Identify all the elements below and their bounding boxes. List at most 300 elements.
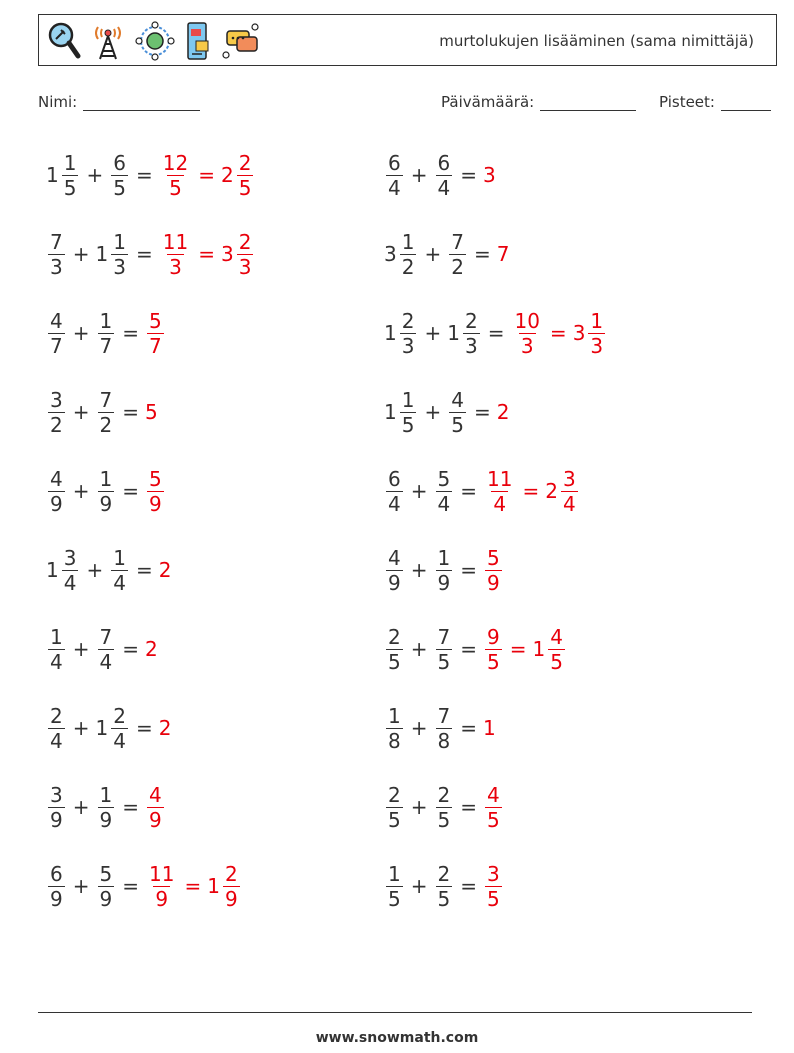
whole-number: 5 xyxy=(145,400,158,424)
answer xyxy=(483,782,504,832)
fraction xyxy=(485,466,514,516)
numerator: 3 xyxy=(50,387,63,412)
fraction xyxy=(111,545,128,595)
plus-sign: + xyxy=(72,479,90,503)
whole-number: 1 xyxy=(447,321,460,345)
equals-sign: = xyxy=(460,795,477,819)
numerator: 1 xyxy=(99,308,113,333)
equals-sign: = xyxy=(473,400,491,424)
numerator: 6 xyxy=(388,466,401,491)
numerator: 12 xyxy=(162,150,189,175)
denominator: 9 xyxy=(99,886,113,911)
numerator: 11 xyxy=(162,229,189,254)
answer xyxy=(483,545,504,595)
header-icons xyxy=(47,21,261,61)
numerator: 5 xyxy=(99,861,113,886)
score-field xyxy=(659,93,771,111)
fraction xyxy=(98,387,115,437)
phone-document-icon xyxy=(184,21,212,61)
denominator: 9 xyxy=(487,570,500,595)
numerator: 5 xyxy=(487,545,500,570)
numerator: 7 xyxy=(99,624,113,649)
numerator: 4 xyxy=(50,308,63,333)
problem-item xyxy=(384,224,510,284)
fraction xyxy=(485,782,502,832)
denominator: 2 xyxy=(401,254,415,279)
answer xyxy=(159,716,173,740)
plus-sign: + xyxy=(72,321,90,345)
fraction xyxy=(111,229,128,279)
fraction xyxy=(400,229,417,279)
fraction xyxy=(48,466,65,516)
date-label: Päivämäärä: xyxy=(441,93,535,111)
equals-sign: = xyxy=(122,479,139,503)
worksheet-title: murtolukujen lisääminen (sama nimittäjä) xyxy=(439,32,754,50)
answer xyxy=(145,466,166,516)
denominator: 3 xyxy=(50,254,63,279)
score-label: Pisteet: xyxy=(659,93,715,111)
fraction xyxy=(98,624,115,674)
denominator: 9 xyxy=(99,491,113,516)
answer xyxy=(145,400,159,424)
fraction xyxy=(386,150,403,200)
denominator: 3 xyxy=(113,254,126,279)
problem-item xyxy=(384,382,510,442)
fraction xyxy=(485,861,502,911)
denominator: 5 xyxy=(487,886,500,911)
equals-sign: = xyxy=(460,637,477,661)
numerator: 1 xyxy=(63,150,77,175)
whole-number: 3 xyxy=(483,163,496,187)
denominator: 2 xyxy=(451,254,464,279)
fraction xyxy=(48,624,65,674)
fraction xyxy=(147,466,164,516)
denominator: 8 xyxy=(388,728,401,753)
equals-sign: = xyxy=(198,163,215,187)
numerator: 4 xyxy=(149,782,162,807)
denominator: 5 xyxy=(238,175,252,200)
fraction xyxy=(386,466,403,516)
fraction xyxy=(436,782,453,832)
whole-number: 2 xyxy=(496,400,510,424)
footer-url: www.snowmath.com xyxy=(315,1030,479,1046)
answer xyxy=(510,308,607,358)
problem-item xyxy=(46,382,159,442)
denominator: 4 xyxy=(113,728,126,753)
whole-number: 3 xyxy=(384,242,397,266)
numerator: 7 xyxy=(437,703,451,728)
numerator: 2 xyxy=(388,782,401,807)
fraction xyxy=(48,308,65,358)
numerator: 4 xyxy=(50,466,63,491)
fraction xyxy=(147,782,164,832)
numerator: 5 xyxy=(149,466,162,491)
equals-sign: = xyxy=(135,558,153,582)
plus-sign: + xyxy=(72,874,90,898)
numerator: 5 xyxy=(437,466,451,491)
denominator: 5 xyxy=(388,886,401,911)
denominator: 9 xyxy=(224,886,238,911)
equals-sign: = xyxy=(122,321,139,345)
numerator: 4 xyxy=(451,387,464,412)
denominator: 9 xyxy=(437,570,451,595)
answer xyxy=(483,624,567,674)
fraction xyxy=(62,150,79,200)
whole-number: 3 xyxy=(220,242,234,266)
fraction xyxy=(436,466,453,516)
numerator: 6 xyxy=(50,861,63,886)
denominator: 4 xyxy=(50,728,63,753)
fraction xyxy=(48,387,65,437)
numerator: 4 xyxy=(550,624,563,649)
fraction xyxy=(485,545,502,595)
plus-sign: + xyxy=(72,795,90,819)
whole-number: 2 xyxy=(545,479,558,503)
numerator: 2 xyxy=(437,782,451,807)
answer xyxy=(145,308,166,358)
numerator: 1 xyxy=(50,624,63,649)
answer xyxy=(145,782,166,832)
radio-tower-icon xyxy=(90,21,126,61)
answer xyxy=(483,163,497,187)
numerator: 2 xyxy=(238,150,252,175)
chat-bubbles-icon xyxy=(221,21,261,61)
problem-item xyxy=(384,619,567,679)
problem-item xyxy=(46,224,255,284)
fraction xyxy=(98,861,115,911)
fraction xyxy=(48,229,65,279)
numerator: 1 xyxy=(437,545,451,570)
name-label: Nimi: xyxy=(38,93,78,111)
whole-number: 1 xyxy=(384,321,397,345)
whole-number: 1 xyxy=(95,716,109,740)
network-globe-icon xyxy=(135,21,175,61)
denominator: 3 xyxy=(520,333,534,358)
fraction xyxy=(449,387,466,437)
numerator: 6 xyxy=(388,150,401,175)
plus-sign: + xyxy=(86,558,104,582)
fraction xyxy=(386,861,403,911)
numerator: 4 xyxy=(388,545,401,570)
denominator: 3 xyxy=(169,254,182,279)
numerator: 1 xyxy=(113,229,126,254)
equals-sign: = xyxy=(135,716,153,740)
numerator: 2 xyxy=(224,861,238,886)
whole-number: 2 xyxy=(220,163,234,187)
equals-sign: = xyxy=(198,242,215,266)
fraction xyxy=(62,545,79,595)
denominator: 5 xyxy=(169,175,182,200)
numerator: 11 xyxy=(149,861,175,886)
equals-sign: = xyxy=(549,321,567,345)
numerator: 7 xyxy=(50,229,63,254)
fraction xyxy=(561,466,578,516)
problem-item xyxy=(384,461,580,521)
whole-number: 7 xyxy=(496,242,510,266)
numerator: 1 xyxy=(590,308,604,333)
problem-item xyxy=(384,777,504,837)
answer xyxy=(497,400,511,424)
fraction xyxy=(48,861,65,911)
whole-number: 1 xyxy=(46,558,59,582)
denominator: 7 xyxy=(149,333,162,358)
denominator: 4 xyxy=(388,491,401,516)
fraction xyxy=(161,150,190,200)
fraction xyxy=(386,782,403,832)
footer-divider xyxy=(38,1012,752,1013)
fraction xyxy=(237,229,254,279)
problem-item xyxy=(384,303,607,363)
fraction xyxy=(463,308,480,358)
equals-sign: = xyxy=(135,242,153,266)
whole-number: 1 xyxy=(532,637,546,661)
problem-item xyxy=(46,145,255,205)
equals-sign: = xyxy=(460,163,477,187)
plus-sign: + xyxy=(410,479,428,503)
fraction xyxy=(436,624,453,674)
whole-number: 3 xyxy=(572,321,586,345)
denominator: 5 xyxy=(487,649,500,674)
denominator: 5 xyxy=(550,649,563,674)
denominator: 5 xyxy=(401,412,415,437)
whole-number: 1 xyxy=(95,242,109,266)
denominator: 4 xyxy=(63,570,77,595)
denominator: 9 xyxy=(149,491,162,516)
plus-sign: + xyxy=(410,795,428,819)
denominator: 9 xyxy=(50,807,63,832)
denominator: 4 xyxy=(388,175,401,200)
fraction xyxy=(386,545,403,595)
denominator: 2 xyxy=(99,412,113,437)
equals-sign: = xyxy=(460,558,477,582)
answer xyxy=(159,150,256,200)
numerator: 6 xyxy=(437,150,451,175)
numerator: 1 xyxy=(401,387,415,412)
problem-item xyxy=(46,698,172,758)
numerator: 1 xyxy=(388,861,401,886)
plus-sign: + xyxy=(72,242,90,266)
answer xyxy=(159,558,173,582)
answer xyxy=(483,466,580,516)
denominator: 4 xyxy=(437,491,451,516)
problem-item xyxy=(46,461,166,521)
numerator: 2 xyxy=(401,308,415,333)
fraction xyxy=(436,545,453,595)
fraction xyxy=(147,308,164,358)
answer xyxy=(483,861,504,911)
denominator: 5 xyxy=(487,807,500,832)
plus-sign: + xyxy=(424,242,442,266)
numerator: 7 xyxy=(437,624,451,649)
fraction xyxy=(111,703,128,753)
plus-sign: + xyxy=(86,163,104,187)
numerator: 3 xyxy=(487,861,500,886)
denominator: 2 xyxy=(50,412,63,437)
problem-item xyxy=(46,856,242,916)
worksheet-header xyxy=(38,14,777,66)
plus-sign: + xyxy=(72,400,90,424)
denominator: 4 xyxy=(113,570,126,595)
numerator: 7 xyxy=(451,229,464,254)
fraction xyxy=(512,308,541,358)
denominator: 4 xyxy=(437,175,451,200)
denominator: 4 xyxy=(50,649,63,674)
equals-sign: = xyxy=(487,321,505,345)
problem-item xyxy=(46,777,166,837)
name-blank xyxy=(83,95,200,111)
plus-sign: + xyxy=(410,558,428,582)
fraction xyxy=(436,703,453,753)
equals-sign: = xyxy=(460,716,477,740)
fraction xyxy=(436,150,453,200)
whole-number: 2 xyxy=(158,558,172,582)
numerator: 2 xyxy=(437,861,451,886)
numerator: 9 xyxy=(487,624,500,649)
denominator: 5 xyxy=(388,807,401,832)
whole-number: 2 xyxy=(145,637,158,661)
denominator: 5 xyxy=(451,412,464,437)
fraction xyxy=(449,229,466,279)
denominator: 9 xyxy=(50,886,63,911)
numerator: 3 xyxy=(63,545,77,570)
fraction xyxy=(48,703,65,753)
numerator: 1 xyxy=(113,545,126,570)
denominator: 4 xyxy=(562,491,576,516)
fraction xyxy=(147,861,176,911)
problem-item xyxy=(384,540,504,600)
plus-sign: + xyxy=(410,163,428,187)
fraction xyxy=(588,308,605,358)
equals-sign: = xyxy=(460,479,477,503)
denominator: 5 xyxy=(437,886,451,911)
answer xyxy=(145,861,242,911)
problem-item xyxy=(46,540,172,600)
equals-sign: = xyxy=(122,400,139,424)
equals-sign: = xyxy=(473,242,491,266)
whole-number: 1 xyxy=(483,716,496,740)
denominator: 9 xyxy=(388,570,401,595)
denominator: 7 xyxy=(50,333,63,358)
numerator: 11 xyxy=(487,466,513,491)
magnifier-icon xyxy=(47,21,81,61)
whole-number: 2 xyxy=(158,716,172,740)
equals-sign: = xyxy=(122,874,139,898)
fraction xyxy=(98,466,115,516)
equals-sign: = xyxy=(135,163,153,187)
denominator: 9 xyxy=(155,886,169,911)
numerator: 2 xyxy=(50,703,63,728)
denominator: 9 xyxy=(149,807,162,832)
fraction xyxy=(548,624,565,674)
equals-sign: = xyxy=(122,795,139,819)
whole-number: 1 xyxy=(384,400,397,424)
fraction xyxy=(98,782,115,832)
fraction xyxy=(237,150,254,200)
numerator: 1 xyxy=(401,229,415,254)
denominator: 3 xyxy=(238,254,252,279)
denominator: 3 xyxy=(401,333,415,358)
denominator: 3 xyxy=(590,333,604,358)
name-field xyxy=(38,93,200,111)
plus-sign: + xyxy=(424,321,442,345)
denominator: 9 xyxy=(99,807,113,832)
denominator: 8 xyxy=(437,728,451,753)
fraction xyxy=(386,703,403,753)
fraction xyxy=(161,229,190,279)
denominator: 5 xyxy=(437,649,451,674)
denominator: 5 xyxy=(63,175,77,200)
denominator: 5 xyxy=(113,175,126,200)
answer xyxy=(483,716,497,740)
denominator: 3 xyxy=(464,333,478,358)
problem-item xyxy=(384,698,497,758)
numerator: 2 xyxy=(113,703,126,728)
problem-item xyxy=(384,145,497,205)
equals-sign: = xyxy=(509,637,527,661)
plus-sign: + xyxy=(72,637,90,661)
numerator: 1 xyxy=(99,782,113,807)
plus-sign: + xyxy=(410,874,428,898)
equals-sign: = xyxy=(184,874,202,898)
denominator: 4 xyxy=(99,649,113,674)
numerator: 10 xyxy=(514,308,540,333)
equals-sign: = xyxy=(122,637,139,661)
date-blank xyxy=(540,95,636,111)
numerator: 1 xyxy=(388,703,401,728)
numerator: 3 xyxy=(562,466,576,491)
fraction xyxy=(223,861,240,911)
numerator: 1 xyxy=(99,466,113,491)
plus-sign: + xyxy=(424,400,442,424)
problem-item xyxy=(46,619,159,679)
problem-item xyxy=(384,856,504,916)
problem-item xyxy=(46,303,166,363)
fraction xyxy=(400,387,417,437)
fraction xyxy=(400,308,417,358)
numerator: 2 xyxy=(238,229,252,254)
numerator: 2 xyxy=(388,624,401,649)
numerator: 3 xyxy=(50,782,63,807)
answer xyxy=(159,229,256,279)
answer xyxy=(145,637,159,661)
fraction xyxy=(48,782,65,832)
equals-sign: = xyxy=(522,479,540,503)
numerator: 7 xyxy=(99,387,113,412)
answer xyxy=(497,242,511,266)
numerator: 5 xyxy=(149,308,162,333)
fraction xyxy=(436,861,453,911)
plus-sign: + xyxy=(72,716,90,740)
denominator: 7 xyxy=(99,333,113,358)
denominator: 5 xyxy=(437,807,451,832)
plus-sign: + xyxy=(410,637,428,661)
denominator: 4 xyxy=(493,491,507,516)
fraction xyxy=(386,624,403,674)
fraction xyxy=(485,624,502,674)
score-blank xyxy=(721,95,771,111)
whole-number: 1 xyxy=(207,874,220,898)
equals-sign: = xyxy=(460,874,477,898)
numerator: 6 xyxy=(113,150,126,175)
plus-sign: + xyxy=(410,716,428,740)
whole-number: 1 xyxy=(46,163,59,187)
fraction xyxy=(111,150,128,200)
denominator: 5 xyxy=(388,649,401,674)
numerator: 4 xyxy=(487,782,500,807)
denominator: 9 xyxy=(50,491,63,516)
date-field xyxy=(441,93,636,111)
numerator: 2 xyxy=(464,308,478,333)
